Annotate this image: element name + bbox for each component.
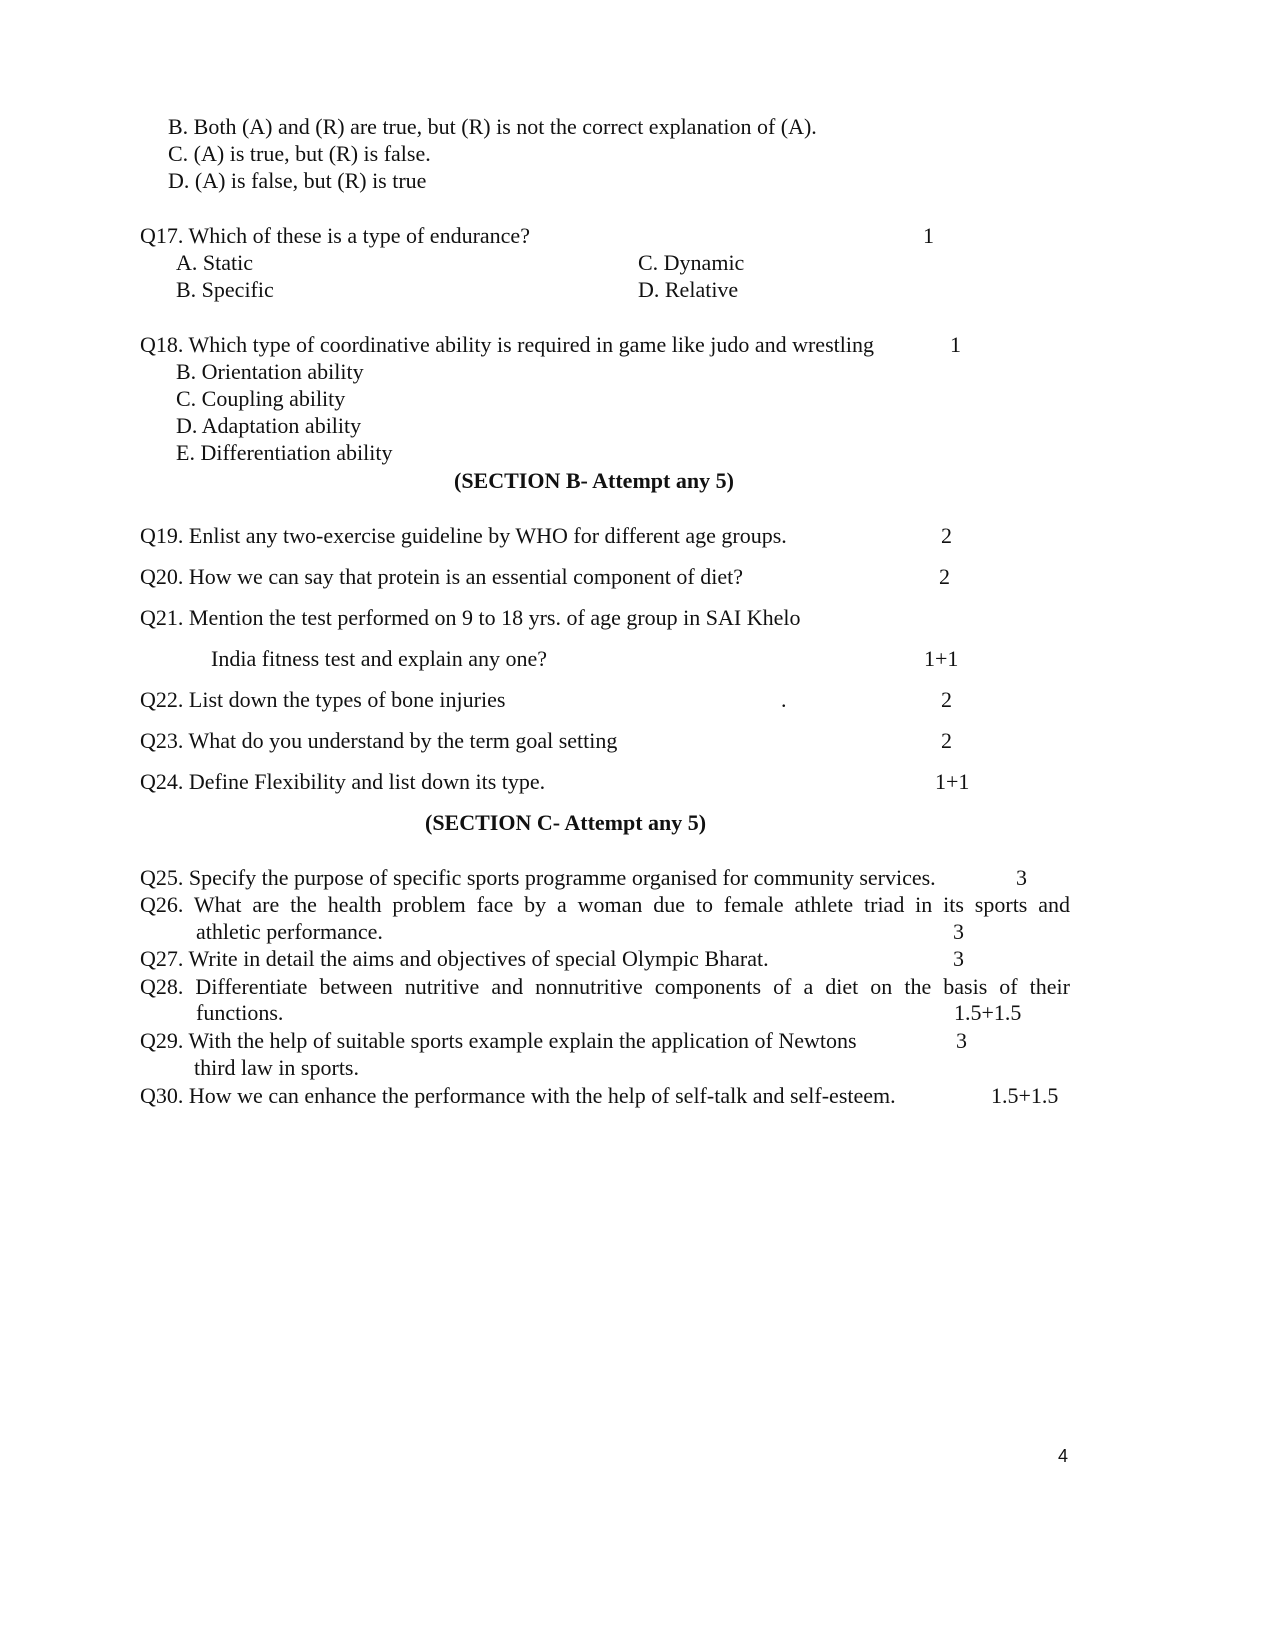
option-a: A. Static [176,250,253,275]
question-29-cont: third law in sports. [194,1055,359,1080]
section-b-heading: (SECTION B- Attempt any 5) [454,468,734,493]
stray-dot: . [781,687,787,712]
question-22: Q22. List down the types of bone injuries [140,687,506,712]
marks: 1+1 [935,769,970,794]
question-29: Q29. With the help of suitable sports example explain the application of Newtons [140,1028,857,1053]
question-20: Q20. How we can say that protein is an essential component of diet? [140,564,744,589]
marks: 3 [1016,865,1027,890]
question-28: Q28. Differentiate between nutritive and nonnutritive components of a diet on the basis of their [140,974,1070,999]
option-b: B. Specific [176,277,274,302]
marks: 1 [950,332,961,357]
question-21-cont: India fitness test and explain any one? [211,646,548,671]
option-e: E. Differentiation ability [176,440,393,465]
question-26-cont: athletic performance. [196,919,383,944]
marks: 2 [941,523,952,548]
question-19: Q19. Enlist any two-exercise guideline by WHO for different age groups. [140,523,787,548]
question-25: Q25. Specify the purpose of specific sports programme organised for community services. [140,865,936,890]
page-number: 4 [1058,1446,1069,1466]
marks: 1.5+1.5 [991,1083,1059,1108]
option-c: C. Coupling ability [176,386,346,411]
marks: 1.5+1.5 [954,1000,1022,1025]
question-26: Q26. What are the health problem face by a woman due to female athlete triad in its sports and [140,892,1070,917]
option-b: B. Orientation ability [176,359,364,384]
question-28-cont: functions. [196,1000,284,1025]
question-27: Q27. Write in detail the aims and objectives of special Olympic Bharat. [140,946,769,971]
question-30: Q30. How we can enhance the performance with the help of self-talk and self-esteem. [140,1083,896,1108]
option-d: D. Adaptation ability [176,413,362,438]
marks: 2 [941,728,952,753]
option-d: D. Relative [638,277,739,302]
marks: 3 [956,1028,967,1053]
marks: 3 [953,919,964,944]
question-24: Q24. Define Flexibility and list down its type. [140,769,546,794]
option-c: C. Dynamic [638,250,745,275]
option-b: B. Both (A) and (R) are true, but (R) is not the correct explanation of (A). [168,114,817,139]
option-d: D. (A) is false, but (R) is true [168,168,427,193]
question-text: Q17. Which of these is a type of endurance? [140,223,530,248]
marks: 2 [941,687,952,712]
section-c-heading: (SECTION C- Attempt any 5) [425,810,707,835]
marks: 1 [923,223,934,248]
option-c: C. (A) is true, but (R) is false. [168,141,431,166]
question-text: Q18. Which type of coordinative ability is required in game like judo and wrestling [140,332,874,357]
question-21: Q21. Mention the test performed on 9 to 18 yrs. of age group in SAI Khelo [140,605,801,630]
marks: 1+1 [924,646,959,671]
marks: 2 [939,564,950,589]
marks: 3 [953,946,964,971]
question-23: Q23. What do you understand by the term goal setting [140,728,618,753]
